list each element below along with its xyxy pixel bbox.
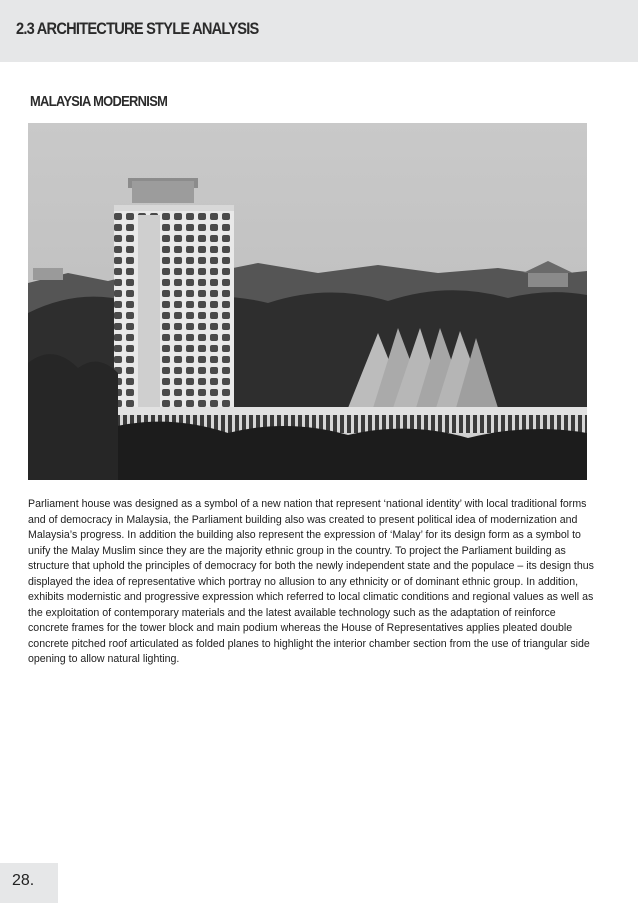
subsection-title: MALAYSIA MODERNISM: [30, 93, 168, 110]
parliament-building-photo: [28, 123, 587, 480]
body-paragraph: Parliament house was designed as a symbol of a new nation that represent ‘national identity’ with local traditional forms and of democracy in Malaysia, the Parliament building also was created to present political idea of modernization and Malaysia’s progress. In addition the building also represent the expression of ‘Malay’ for its design form as a symbol to unify the Malay Muslim since they are the majority ethnic group in the country. To project the Parliament building as structure that uphold the principles of democracy for both the newly independent state and the populace – its design thus displayed the idea of representative which portray no allusion to any ethnicity or of dominant ethnic group. In addition, exhibits modernistic and progressive expression which referred to local climatic conditions and regional values as well as the exploitation of contemporary materials and the latest available technology such as the adaptation of reinforce concrete frames for the tower block and main podium whereas the House of Representatives applies pleated double concrete pitched roof articulated as folded planes to highlight the interior chamber section from the use of triangular side opening to allow natural lighting.: [28, 498, 594, 665]
page-number: 28.: [12, 872, 35, 889]
section-title: 2.3 ARCHITECTURE STYLE ANALYSIS: [16, 19, 259, 38]
